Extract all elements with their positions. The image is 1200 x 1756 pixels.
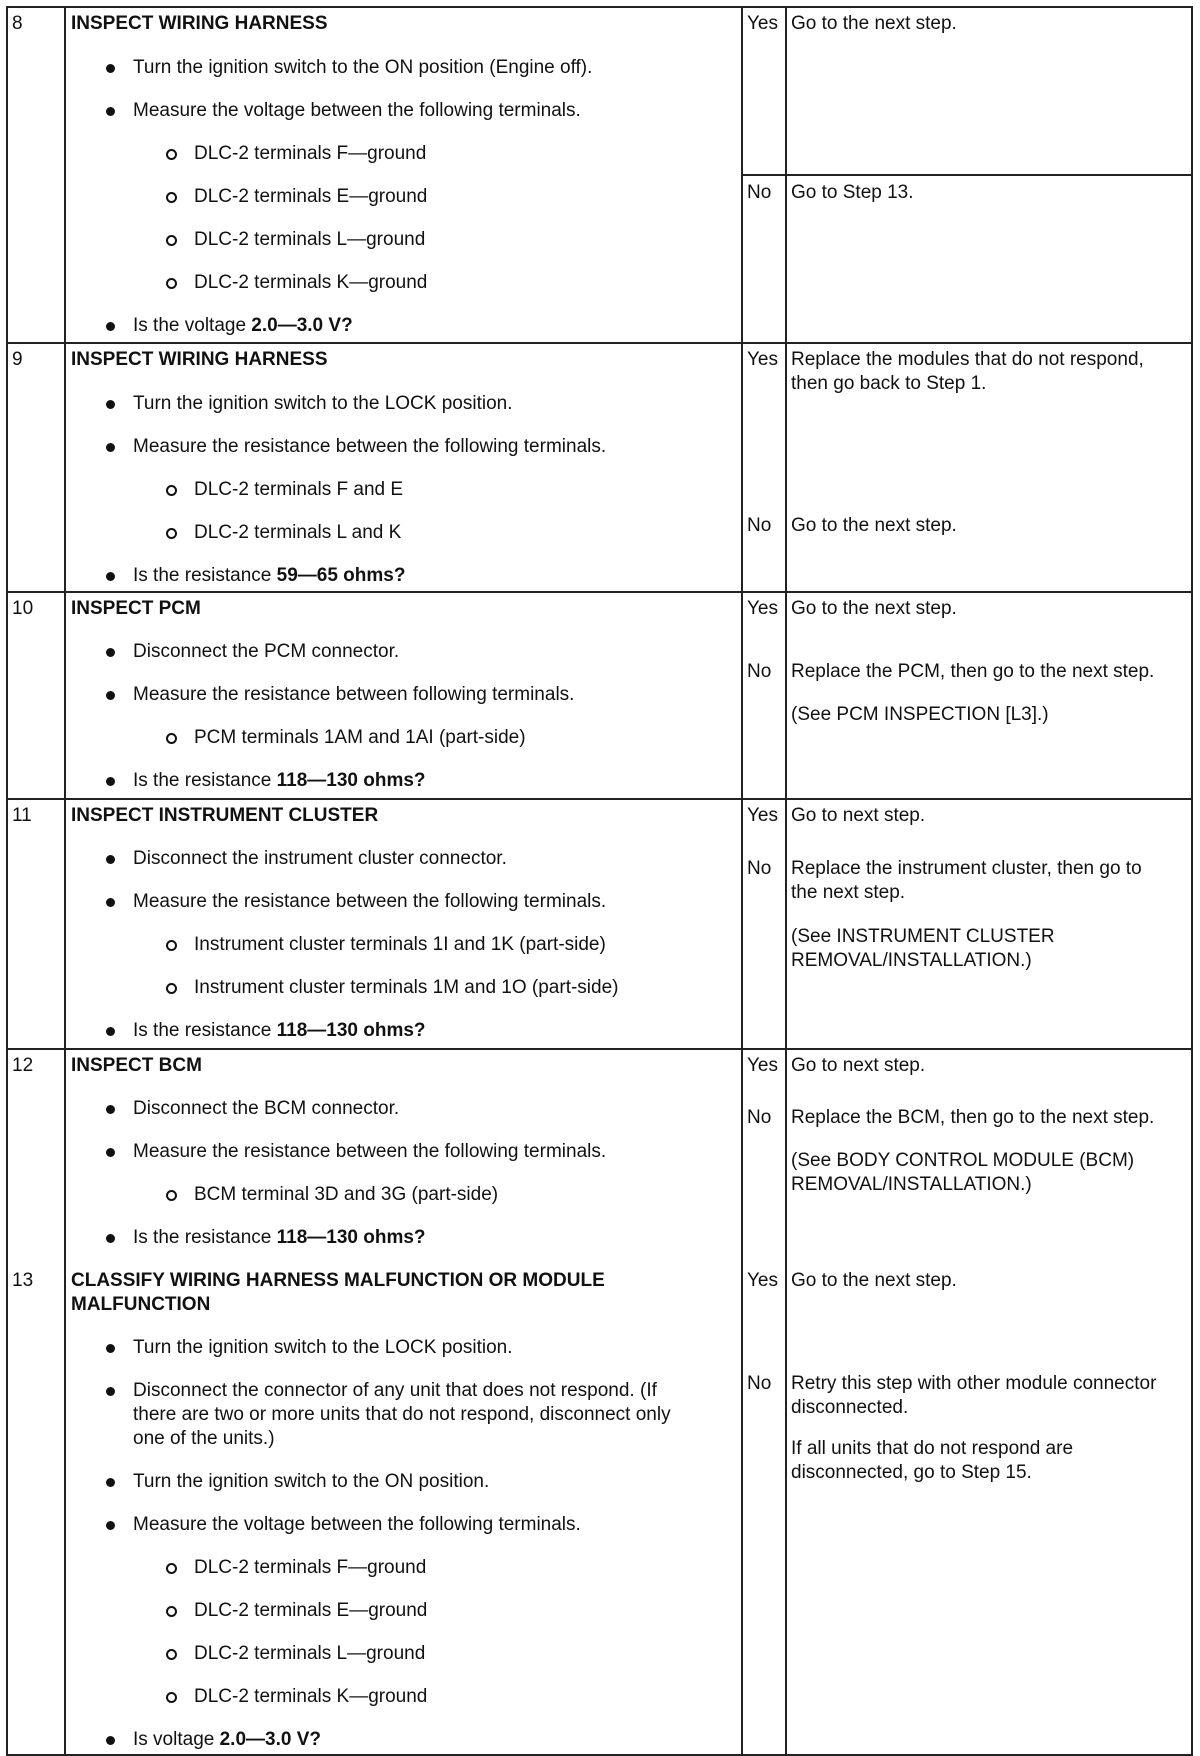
step-title: INSPECT BCM bbox=[71, 1055, 202, 1076]
no-note: (See PCM INSPECTION [L3].) bbox=[791, 704, 1049, 725]
no-note: (See BODY CONTROL MODULE (BCM) REMOVAL/INSTALLATION.) bbox=[791, 1150, 1135, 1195]
circle-bullet-icon bbox=[166, 983, 177, 994]
yes-result: Replace the modules that do not respond, then go back to Step 1. bbox=[791, 349, 1144, 394]
bullet-icon bbox=[106, 648, 115, 657]
bullet-icon bbox=[106, 1344, 115, 1353]
circle-bullet-icon bbox=[166, 1649, 177, 1660]
step-title: CLASSIFY WIRING HARNESS MALFUNCTION OR MODULE MALFUNCTION bbox=[71, 1270, 605, 1315]
no-result: Go to Step 13. bbox=[791, 182, 914, 203]
row-divider bbox=[741, 174, 1193, 176]
step-number: 10 bbox=[12, 598, 34, 619]
bullet-icon bbox=[106, 777, 115, 786]
bullet-icon bbox=[106, 898, 115, 907]
bullet-icon bbox=[106, 1478, 115, 1487]
troubleshooting-table: 8 INSPECT WIRING HARNESS Turn the ignition switch to the ON position (Engine off). Measure the voltage between the following terminals. DLC-2 terminals F—ground DLC-2 terminals E—ground DLC-2 terminals L—ground DLC-2 terminals K—ground Is the voltage 2.0—3.0 V? Yes Go to the next step. No Go to Step 13. 9 INSPECT WIRING HARNESS Turn the ignition switch to the LOCK position. Measure the resistance between the following terminals. DLC-2 terminals F and E DLC-2 terminals L and K Is the resistance 59—65 ohms? Yes Replace the modules that do not respond, then go back to Step 1. No Go to the next step. 10 INSPECT PCM Disconnect the PCM connector. Measure the resistance between following terminals. PCM terminals 1AM and 1AI (part-side) Is the resistance 118—130 ohms? Yes Go to the next step. No Replace the PCM, then go to the next step. (See PCM INSPECTION [L3].) 11 INSPECT INSTRUMENT CLUSTER Disconnect the instrument cluster connector. Measure the resistance between the following terminals. Instrument cluster terminals 1I and 1K (part-side) Instrument cluster terminals 1M and 1O (part-side) Is the resistance 118—130 ohms? Yes Go to next step. No Replace the instrument cluster, then go to the next step. (See INSTRUMENT CLUSTER REMOVAL/INSTALLATION.) 12 INSPECT BCM Disconnect the BCM connector. Measure the resistance between the following terminals. BCM terminal 3D and 3G (part-side) Is the resistance 118—130 ohms? Yes Go to next step. No Replace the BCM, then go to the next step. (See BODY CONTROL MODULE (BCM) REMOVAL/INSTALLATION.) 13 CLASSIFY WIRING HARNESS MALFUNCTION OR MODULE MALFUNCTION Turn the ignition switch to the LOCK position. Disconnect the connector of any unit that does not respond. (If there are two or more units that do not respond, disconnect only one of the units.) Turn the ignition switch to the ON position. Measure the voltage between the following terminals. DLC-2 terminals F—ground DLC-2 terminals E—ground DLC-2 terminals L—ground DLC-2 terminals K—ground Is voltage 2.0—3.0 V? Yes Go to the next step. No Retry this step with other module connector disconnected. If all units that do not respond are disconnected, go to Step 15. bbox=[6, 6, 1193, 1756]
no-result: Replace the BCM, then go to the next step. bbox=[791, 1107, 1155, 1128]
yes-label: Yes bbox=[747, 805, 778, 826]
bullet-icon bbox=[106, 1027, 115, 1036]
circle-bullet-icon bbox=[166, 733, 177, 744]
no-label: No bbox=[747, 1107, 772, 1128]
bullet-icon bbox=[106, 1105, 115, 1114]
row-divider bbox=[6, 342, 1193, 344]
circle-bullet-icon bbox=[166, 485, 177, 496]
step-title: INSPECT PCM bbox=[71, 598, 201, 619]
bullet-icon bbox=[106, 691, 115, 700]
yes-label: Yes bbox=[747, 1055, 778, 1076]
bullet-icon bbox=[106, 1148, 115, 1157]
step-title: INSPECT WIRING HARNESS bbox=[71, 13, 328, 34]
no-result: Replace the instrument cluster, then go to the next step. bbox=[791, 858, 1142, 903]
no-note: If all units that do not respond are disconnected, go to Step 15. bbox=[791, 1438, 1074, 1483]
bullet-icon bbox=[106, 64, 115, 73]
step-number: 9 bbox=[12, 349, 23, 370]
step-number: 12 bbox=[12, 1055, 34, 1076]
bullet-icon bbox=[106, 107, 115, 116]
table-border-top bbox=[6, 6, 1193, 8]
bullet-icon bbox=[106, 855, 115, 864]
row-divider bbox=[6, 798, 1193, 800]
bullet-icon bbox=[106, 572, 115, 581]
circle-bullet-icon bbox=[166, 1563, 177, 1574]
no-label: No bbox=[747, 515, 772, 536]
circle-bullet-icon bbox=[166, 149, 177, 160]
bullet-icon bbox=[106, 1521, 115, 1530]
circle-bullet-icon bbox=[166, 1606, 177, 1617]
yes-label: Yes bbox=[747, 1270, 778, 1291]
yes-result: Go to the next step. bbox=[791, 1270, 957, 1291]
table-border-left bbox=[6, 6, 8, 1756]
bullet-icon bbox=[106, 1387, 115, 1396]
column-divider-inspection bbox=[741, 6, 743, 1756]
circle-bullet-icon bbox=[166, 278, 177, 289]
column-divider-answer bbox=[785, 6, 787, 1756]
yes-label: Yes bbox=[747, 349, 778, 370]
no-result: Replace the PCM, then go to the next step. bbox=[791, 661, 1155, 682]
no-label: No bbox=[747, 858, 772, 879]
circle-bullet-icon bbox=[166, 1190, 177, 1201]
row-divider bbox=[6, 591, 1193, 593]
circle-bullet-icon bbox=[166, 192, 177, 203]
yes-result: Go to the next step. bbox=[791, 598, 957, 619]
no-label: No bbox=[747, 1373, 772, 1394]
bullet-icon bbox=[106, 443, 115, 452]
bullet-icon bbox=[106, 1234, 115, 1243]
table-border-right bbox=[1191, 6, 1193, 1756]
no-result: Retry this step with other module connector disconnected. bbox=[791, 1373, 1157, 1418]
bullet-icon bbox=[106, 400, 115, 409]
step-title: INSPECT WIRING HARNESS bbox=[71, 349, 328, 370]
circle-bullet-icon bbox=[166, 940, 177, 951]
bullet-icon bbox=[106, 1736, 115, 1745]
yes-label: Yes bbox=[747, 598, 778, 619]
circle-bullet-icon bbox=[166, 235, 177, 246]
yes-result: Go to next step. bbox=[791, 805, 926, 826]
no-result: Go to the next step. bbox=[791, 515, 957, 536]
no-label: No bbox=[747, 661, 772, 682]
step-number: 11 bbox=[12, 805, 32, 826]
no-note: (See INSTRUMENT CLUSTER REMOVAL/INSTALLATION.) bbox=[791, 926, 1055, 971]
step-title: INSPECT INSTRUMENT CLUSTER bbox=[71, 805, 379, 826]
circle-bullet-icon bbox=[166, 528, 177, 539]
no-label: No bbox=[747, 182, 772, 203]
circle-bullet-icon bbox=[166, 1692, 177, 1703]
row-divider bbox=[6, 1048, 1193, 1050]
bullet-icon bbox=[106, 322, 115, 331]
yes-label: Yes bbox=[747, 13, 778, 34]
yes-result: Go to the next step. bbox=[791, 13, 957, 34]
column-divider-step bbox=[64, 6, 66, 1756]
yes-result: Go to next step. bbox=[791, 1055, 926, 1076]
step-number: 8 bbox=[12, 13, 23, 34]
step-number: 13 bbox=[12, 1270, 34, 1291]
